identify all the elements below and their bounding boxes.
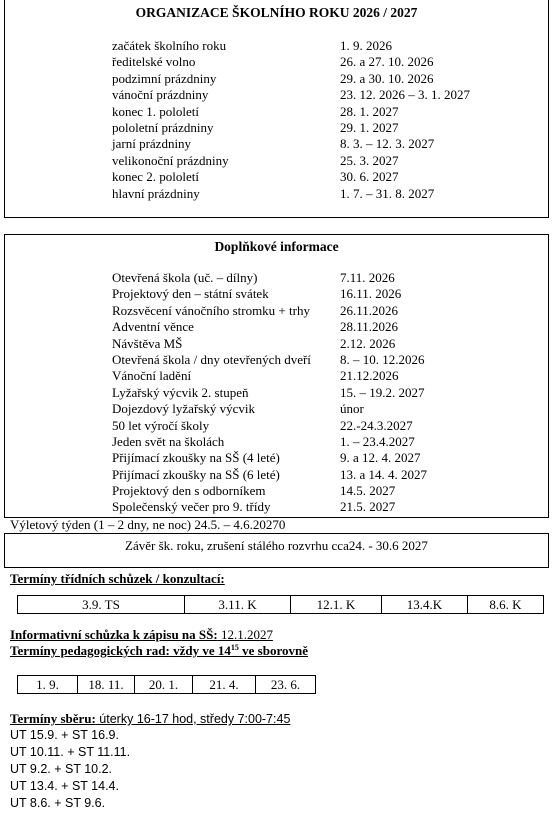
pedagogicke-heading: Termíny pedagogických rad: [10,643,170,658]
list-item: UT 8.6. + ST 9.6. [10,796,106,810]
organizace-box: ORGANIZACE ŠKOLNÍHO ROKU 2026 / 2027 začátek školního roku 1. 9. 2026 ředitelské volno 26. a 27. 10. 2026 podzimní prázdniny 29. a 30. 10. 2026 vánoční prázdniny 23. 12. 2026 – 3. 1. 2027 konec 1. pololetí 28. 1. 2027 pololetní prázdniny 29. 1. 2027 jarní prázdniny 8. 3. – 12. 3. 2027 velikonoční prázdniny 25. 3. 2027 konec 2. pololetí 30. 6. 2027 hlavní prázdniny 1. 7. – 31. 8. 2027 [4,0,549,218]
sber-schedule: úterky 16-17 hod, středy 7:00-7:45 [95,712,291,726]
list-item: UT 10.11. + ST 11.11. [10,745,131,759]
sber-line [10,711,290,727]
table-row [18,676,316,694]
schuzky-heading: Termíny třídních schůzek / konzultací: [10,571,225,586]
table-cell: 3.9. TS [18,596,185,614]
pedagogicke-table [17,675,316,694]
table-cell: 23. 6. [256,676,316,694]
table-cell: 18. 11. [78,676,135,694]
pedagogicke-line: Termíny pedagogických rad: vždy ve $14^{15}$ ve sborovně [10,643,308,658]
doplnkove-title: Doplňkové informace [214,239,339,254]
table-cell: 13.4.K [382,596,468,614]
table-row [18,596,544,614]
zaver-box [4,533,549,568]
table-cell: 3.11. K [185,596,291,614]
schuzky-table [17,595,544,614]
table-cell: 12.1. K [291,596,382,614]
list-item: UT 13.4. + ST 14.4. [10,779,119,793]
doplnkove-box: Doplňkové informace Otevřená škola (uč. – dílny) 7.11. 2026 Projektový den – státní svátek 16.11. 2026 Rozsvěcení vánočního stromku + trhy 26.11.2026 Adventní věnce 28.11.2026 Návštěva MŠ 2.12. 2026 Otevřená škola / dny otevřených dveří 8. – 10. 12.2026 Vánoční ladění 21.12.2026 Lyžařský výcvik 2. stupeň 15. – 19.2. 2027 Dojezdový lyžařský výcvik únor 50 let výročí školy 22.-24.3.2027 Jeden svět na školách 1. – 23.4.2027 Přijímací zkoušky na SŠ (4 leté) 9. a 12. 4. 2027 Přijímací zkoušky na SŠ (6 leté) 13. a 14. 4. 2027 Projektový den s odborníkem 14.5. 2027 Společenský večer pro 9. třídy 21.5. 2027 [4,234,549,518]
table-cell: 8.6. K [468,596,544,614]
sber-list [10,727,130,812]
zaver-text: Závěr šk. roku, zrušení stálého rozvrhu cca24. - 30.6 2027 [125,538,428,553]
informativni-value: 12.1.2027 [217,627,273,642]
table-cell: 1. 9. [18,676,78,694]
table-cell: 20. 1. [135,676,193,694]
table-cell: 21. 4. [193,676,256,694]
informativni-heading: Informativní schůzka k zápisu na SŠ: [10,627,218,642]
list-item: UT 15.9. + ST 16.9. [10,728,119,742]
vylet-line: Výletový týden (1 – 2 dny, ne noc) 24.5. – 4.6.20270 [10,517,286,532]
list-item: UT 9.2. + ST 10.2. [10,762,113,776]
informativni-line [10,627,273,643]
sber-heading: Termíny sběru: [10,711,96,726]
organizace-title: ORGANIZACE ŠKOLNÍHO ROKU 2026 / 2027 [135,5,418,20]
